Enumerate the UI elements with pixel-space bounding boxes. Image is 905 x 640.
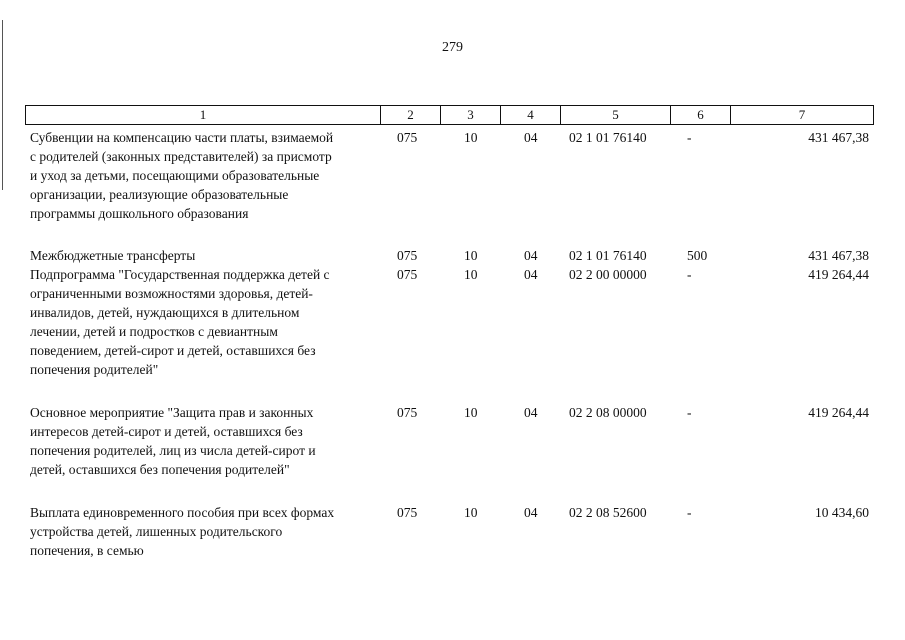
row-col-3: 10 — [464, 248, 478, 263]
row-col-3: 10 — [464, 405, 478, 420]
row-col-6: - — [687, 505, 692, 520]
row-col-5: 02 2 00 00000 — [569, 267, 647, 282]
row-col-4: 04 — [524, 130, 538, 145]
row-col-2: 075 — [397, 505, 418, 520]
row-description: Субвенции на компенсацию части платы, взимаемой с родителей (законных представителей) за присмотр и уход за детьми, посещающими образовательные организации, реализующие образовательные программы дошкольного образования — [30, 130, 334, 221]
row-col-6: - — [687, 267, 692, 282]
header-col-7: 7 — [798, 107, 806, 122]
row-col-7: 419 264,44 — [808, 405, 869, 420]
row-description: Подпрограмма "Государственная поддержка детей с ограниченными возможностями здоровья, детей- инвалидов, детей, нуждающихся в длительном лечении, детей и подростков с девиантным поведением, детей-сирот и детей, оставшихся без попечения родителей" — [30, 267, 330, 377]
header-col-2: 2 — [381, 106, 441, 124]
row-col-3: 10 — [464, 267, 478, 282]
row-col-7: 431 467,38 — [808, 130, 869, 145]
row-col-4: 04 — [524, 505, 538, 520]
row-col-2: 075 — [397, 267, 418, 282]
row-col-6: - — [687, 130, 692, 145]
row-col-6: - — [687, 405, 692, 420]
row-col-6: 500 — [687, 248, 708, 263]
row-col-5: 02 1 01 76140 — [569, 130, 647, 145]
row-col-4: 04 — [524, 267, 538, 282]
header-col-1: 1 — [26, 106, 381, 124]
header-col-3: 3 — [441, 106, 501, 124]
row-col-4: 04 — [524, 405, 538, 420]
header-col-5: 5 — [561, 106, 671, 124]
row-col-7: 431 467,38 — [808, 248, 869, 263]
header-col-4: 4 — [501, 106, 561, 124]
row-col-7: 10 434,60 — [815, 505, 869, 520]
row-col-5: 02 2 08 52600 — [569, 505, 647, 520]
row-col-5: 02 2 08 00000 — [569, 405, 647, 420]
row-col-3: 10 — [464, 505, 478, 520]
row-col-4: 04 — [524, 248, 538, 263]
row-description: Основное мероприятие "Защита прав и законных интересов детей-сирот и детей, оставшихся без попечения родителей, лиц из числа детей-сирот и детей, оставшихся без попечения родителей" — [30, 405, 316, 477]
row-description: Выплата единовременного пособия при всех формах устройства детей, лишенных родительского попечения, в семью — [30, 505, 335, 558]
header-col-6: 6 — [671, 106, 731, 124]
table-header — [25, 105, 874, 125]
row-col-2: 075 — [397, 248, 418, 263]
row-col-2: 075 — [397, 405, 418, 420]
row-description: Межбюджетные трансферты — [30, 248, 196, 263]
row-col-2: 075 — [397, 130, 418, 145]
row-col-5: 02 1 01 76140 — [569, 248, 647, 263]
row-col-7: 419 264,44 — [808, 267, 869, 282]
page-number: 279 — [442, 40, 463, 55]
row-col-3: 10 — [464, 130, 478, 145]
